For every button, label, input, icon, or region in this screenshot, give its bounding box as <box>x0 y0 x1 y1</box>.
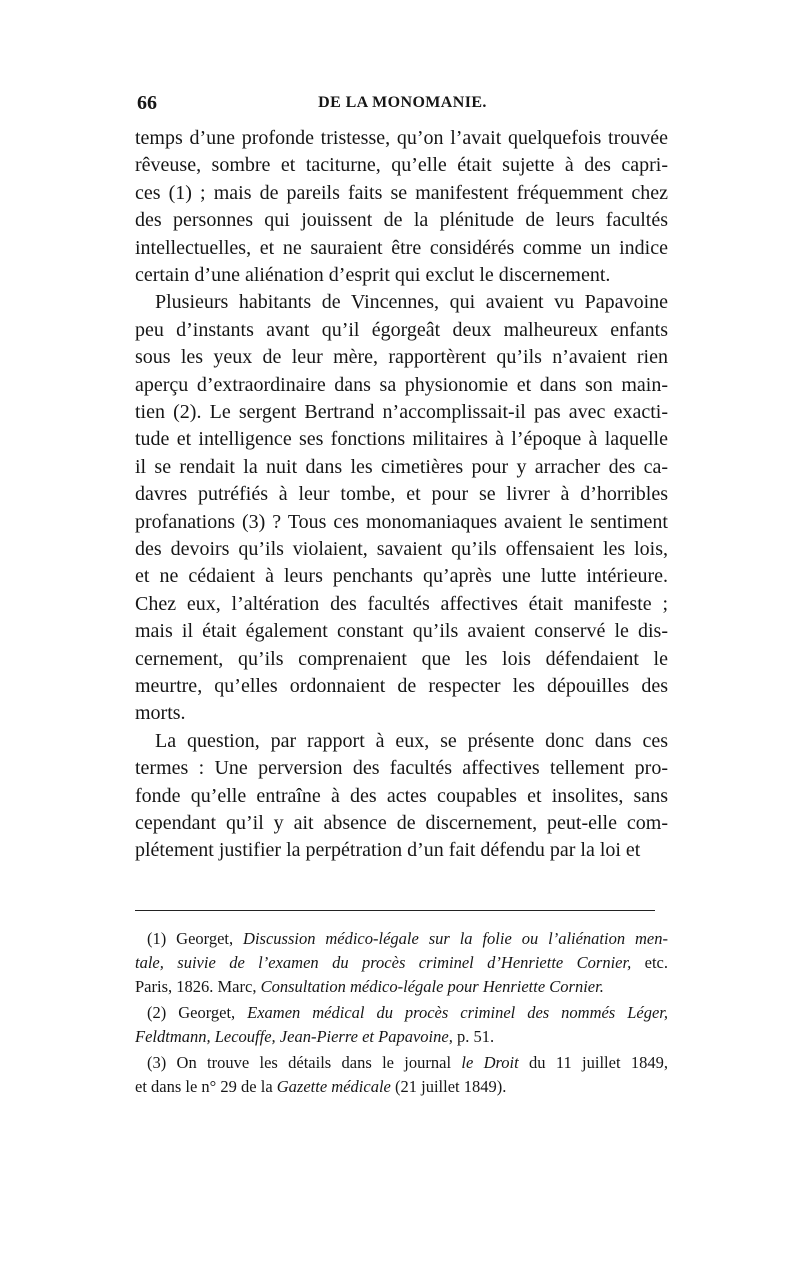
body-line: rêveuse, sombre et taciturne, qu’elle était sujette à des capri- <box>135 154 668 177</box>
footnote-text: p. 51. <box>452 1027 495 1046</box>
footnote-text: etc. <box>631 953 668 972</box>
body-line: et ne cédaient à leurs penchants qu’après une lutte intérieure. <box>135 565 668 588</box>
body-line: La question, par rapport à eux, se présente donc dans ces <box>155 729 668 752</box>
body-line: davres putréfiés à leur tombe, et pour se livrer à d’horribles <box>135 483 668 506</box>
footnote-text: (3) On trouve les détails dans le journal <box>147 1053 462 1072</box>
footnote-italic-text: tale, suivie de l’examen du procès criminel d’Henriette Cornier, <box>135 953 632 972</box>
footnote-line <box>135 1025 668 1049</box>
footnote-italic-text: Feldtmann, Lecouffe, Jean-Pierre et Papavoine, <box>135 1027 453 1046</box>
body-line: temps d’une profonde tristesse, qu’on l’avait quelquefois trouvée <box>135 127 668 149</box>
footnote-line <box>135 1051 668 1075</box>
body-line: ces (1) ; mais de pareils faits se manifestent fréquemment chez <box>135 181 668 204</box>
body-line: des devoirs qu’ils violaient, savaient qu’ils offensaient les lois, <box>135 538 668 560</box>
body-line: Chez eux, l’altération des facultés affectives était manifeste ; <box>135 592 668 615</box>
footnote-line <box>135 1075 668 1099</box>
footnote-text: (21 juillet 1849). <box>390 1077 507 1096</box>
footnote-text: (1) Georget, <box>147 929 244 948</box>
body-line: peu d’instants avant qu’il égorgeât deux malheureux enfants <box>135 318 668 341</box>
footnote-italic-text: Consultation médico-légale pour Henriette Cornier. <box>260 977 604 996</box>
body-line: il se rendait la nuit dans les cimetières pour y arracher des ca- <box>135 455 668 478</box>
footnote-rule <box>135 910 655 911</box>
footnote-text: (2) Georget, <box>147 1003 248 1022</box>
body-line: fonde qu’elle entraîne à des actes coupables et insolites, sans <box>135 784 668 807</box>
body-line: intellectuelles, et ne sauraient être considérés comme un indice <box>135 236 668 259</box>
body-line: tien (2). Le sergent Bertrand n’accomplissait-il pas avec exacti- <box>135 401 668 423</box>
footnote-italic-text: le Droit <box>461 1053 519 1072</box>
body-line: des personnes qui jouissent de la plénitude de leurs facultés <box>135 209 668 232</box>
footnote-line <box>135 951 668 975</box>
body-line: certain d’une aliénation d’esprit qui exclut le discernement. <box>135 264 611 286</box>
footnote-line <box>135 975 668 999</box>
body-line: sous les yeux de leur mère, rapportèrent qu’ils n’avaient rien <box>135 346 668 369</box>
footnote-text: et dans le n° 29 de la <box>135 1077 277 1096</box>
footnote-line <box>135 927 668 951</box>
footnote-text: Paris, 1826. Marc, <box>135 977 261 996</box>
body-line: cernement, qu’ils comprenaient que les lois défendaient le <box>135 647 668 670</box>
footnote-text: du 11 juillet 1849, <box>518 1053 668 1072</box>
body-line: mais il était également constant qu’ils avaient conservé le dis- <box>135 620 668 643</box>
running-head: DE LA MONOMANIE. <box>318 94 487 111</box>
page-number: 66 <box>137 92 157 114</box>
page-header <box>135 92 670 116</box>
body-line: Plusieurs habitants de Vincennes, qui avaient vu Papavoine <box>155 291 668 314</box>
body-line: plétement justifier la perpétration d’un fait défendu par la loi et <box>135 839 641 862</box>
body-line: cependant qu’il y ait absence de discernement, peut-elle com- <box>135 812 668 834</box>
body-line: aperçu d’extraordinaire dans sa physionomie et dans son main- <box>135 373 668 396</box>
body-line: meurtre, qu’elles ordonnaient de respecter les dépouilles des <box>135 675 668 697</box>
footnote-italic-text: Discussion médico-légale sur la folie ou l’aliénation men- <box>243 929 668 948</box>
footnote-italic-text: Gazette médicale <box>276 1077 391 1096</box>
footnote-line <box>135 1001 668 1025</box>
body-line: morts. <box>135 702 186 725</box>
body-line: profanations (3) ? Tous ces monomaniaques avaient le sentiment <box>135 510 668 533</box>
body-line: tude et intelligence ses fonctions militaires à l’époque à laquelle <box>135 428 668 451</box>
footnote-italic-text: Examen médical du procès criminel des nommés Léger, <box>247 1003 668 1022</box>
body-line: termes : Une perversion des facultés affectives tellement pro- <box>135 757 668 780</box>
